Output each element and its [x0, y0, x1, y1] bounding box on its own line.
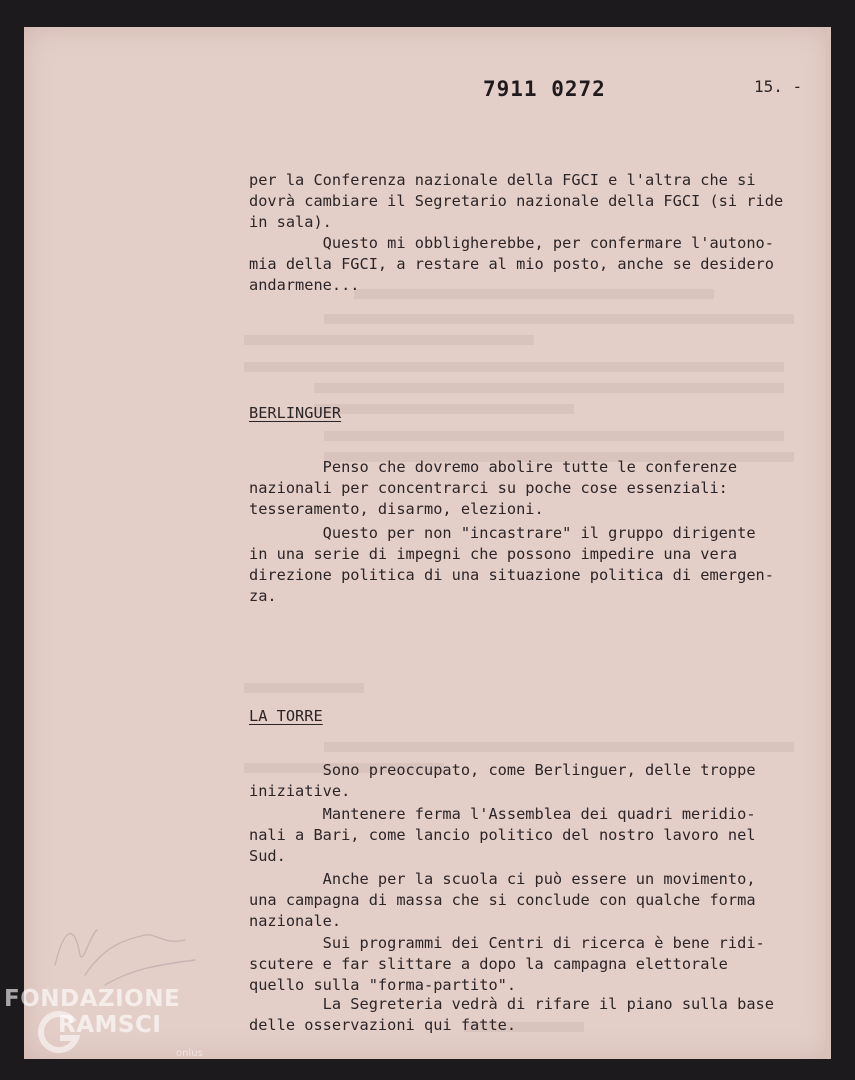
paragraph-9: La Segreteria vedrà di rifare il piano sulla base delle osservazioni qui fatte.	[249, 995, 774, 1034]
paragraph-4: Questo per non "incastrare" il gruppo dirigente in una serie di impegni che possono impedire una vera direzione politica di una situazione politica di emergen- za.	[249, 524, 774, 605]
pencil-annotation-mark	[35, 905, 215, 995]
document-number: 7911 0272	[483, 77, 606, 101]
watermark-line1: FONDAZIONE	[4, 986, 181, 1012]
paragraph-1: per la Conferenza nazionale della FGCI e l'altra che si dovrà cambiare il Segretario nazionale della FGCI (si ride in sala).	[249, 171, 784, 231]
paragraph-7: Anche per la scuola ci può essere un movimento, una campagna di massa che si conclude con qualche forma nazionale.	[249, 870, 756, 930]
speaker-heading-la-torre: LA TORRE	[249, 707, 323, 725]
paragraph-6: Mantenere ferma l'Assemblea dei quadri meridio- nali a Bari, come lancio politico del nostro lavoro nel Sud.	[249, 805, 756, 865]
fondazione-gramsci-watermark	[4, 986, 214, 1066]
watermark-suffix: onlus	[176, 1048, 203, 1059]
watermark-line2: RAMSCI	[58, 1012, 162, 1038]
paragraph-5: Sono preoccupato, come Berlinguer, delle troppe iniziative.	[249, 761, 756, 800]
speaker-heading-berlinguer: BERLINGUER	[249, 404, 342, 422]
paragraph-8: Sui programmi dei Centri di ricerca è bene ridi- scutere e far slittare a dopo la campagna elettorale quello sulla "forma-partito".	[249, 934, 765, 994]
page-number: 15. -	[754, 77, 803, 96]
paragraph-2: Questo mi obbligherebbe, per confermare l'autono- mia della FGCI, a restare al mio posto, anche se desidero andarmene...	[249, 234, 774, 294]
paragraph-3: Penso che dovremo abolire tutte le conferenze nazionali per concentrarci su poche cose essenziali: tesseramento, disarmo, elezioni.	[249, 458, 738, 518]
